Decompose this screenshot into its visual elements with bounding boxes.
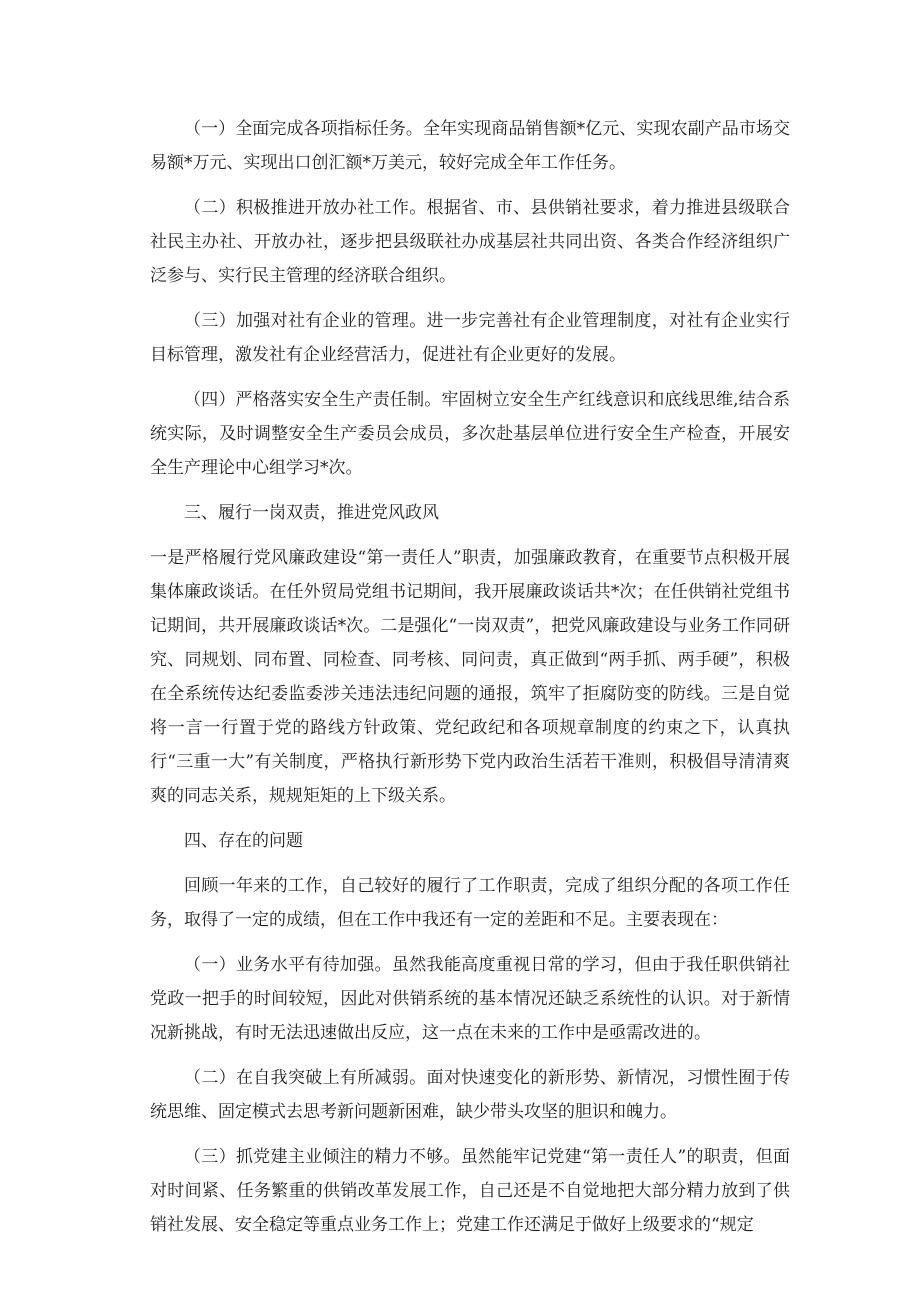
section-heading-party-conduct: 三、履行一岗双责，推进党风政风 — [184, 503, 439, 523]
paragraph-open-cooperative: （二）积极推进开放办社工作。根据省、市、县供销社要求，着力推进县级联合社民主办社、开放办社，逐步把县级联社办成基层社共同出资、各类合作经济组织广泛参与、实行民主管理的经济联合组织。 — [150, 198, 790, 286]
paragraph-safety-responsibility: （四）严格落实安全生产责任制。牢固树立安全生产红线意识和底线思维,结合系统实际，及时调整安全生产委员会成员，多次赴基层单位进行安全生产检查，开展安全生产理论中心组学习*次。 — [150, 390, 790, 478]
section-heading-problems: 四、存在的问题 — [184, 831, 303, 851]
paragraph-problems-intro: 回顾一年来的工作，自己较好的履行了工作职责，完成了组织分配的各项工作任务，取得了一定的成绩，但在工作中我还有一定的差距和不足。主要表现在： — [150, 876, 790, 930]
document-body — [150, 112, 790, 1253]
paragraph-problem-business-level: （一）业务水平有待加强。虽然我能高度重视日常的学习，但由于我任职供销社党政一把手的时间较短，因此对供销系统的基本情况还缺乏系统性的认识。对于新情况新挑战，有时无法迅速做出反应，这一点在未来的工作中是亟需改进的。 — [150, 955, 790, 1043]
paragraph-problem-party-building: （三）抓党建主业倾注的精力不够。虽然能牢记党建“第一责任人”的职责，但面对时间紧、任务繁重的供销改革发展工作，自己还是不自觉地把大部分精力放到了供销社发展、安全稳定等重点业务工作上；党建工作还满足于做好上级要求的“规定 — [150, 1147, 790, 1235]
paragraph-party-conduct: 一是严格履行党风廉政建设“第一责任人”职责，加强廉政教育，在重要节点积极开展集体廉政谈话。在任外贸局党组书记期间，我开展廉政谈话共*次；在任供销社党组书记期间，共开展廉政谈话*次。二是强化“一岗双责”，把党风廉政建设与业务工作同研究、同规划、同布置、同检查、同考核、同问责，真正做到“两手抓、两手硬”，积极在全系统传达纪委监委涉关违法违纪问题的通报，筑牢了拒腐防变的防线。三是自觉将一言一行置于党的路线方针政策、党纪政纪和各项规章制度的约束之下，认真执行“三重一大”有关制度，严格执行新形势下党内政治生活若干准则，积极倡导清清爽爽的同志关系，规规矩矩的上下级关系。 — [150, 548, 790, 806]
paragraph-problem-self-breakthrough: （二）在自我突破上有所减弱。面对快速变化的新形势、新情况，习惯性囿于传统思维、固定模式去思考新问题新困难，缺少带头攻坚的胆识和魄力。 — [150, 1068, 790, 1122]
paragraph-enterprise-management: （三）加强对社有企业的管理。进一步完善社有企业管理制度，对社有企业实行目标管理，激发社有企业经营活力，促进社有企业更好的发展。 — [150, 311, 790, 365]
paragraph-task-targets: （一）全面完成各项指标任务。全年实现商品销售额*亿元、实现农副产品市场交易额*万元、实现出口创汇额*万美元，较好完成全年工作任务。 — [150, 119, 790, 173]
